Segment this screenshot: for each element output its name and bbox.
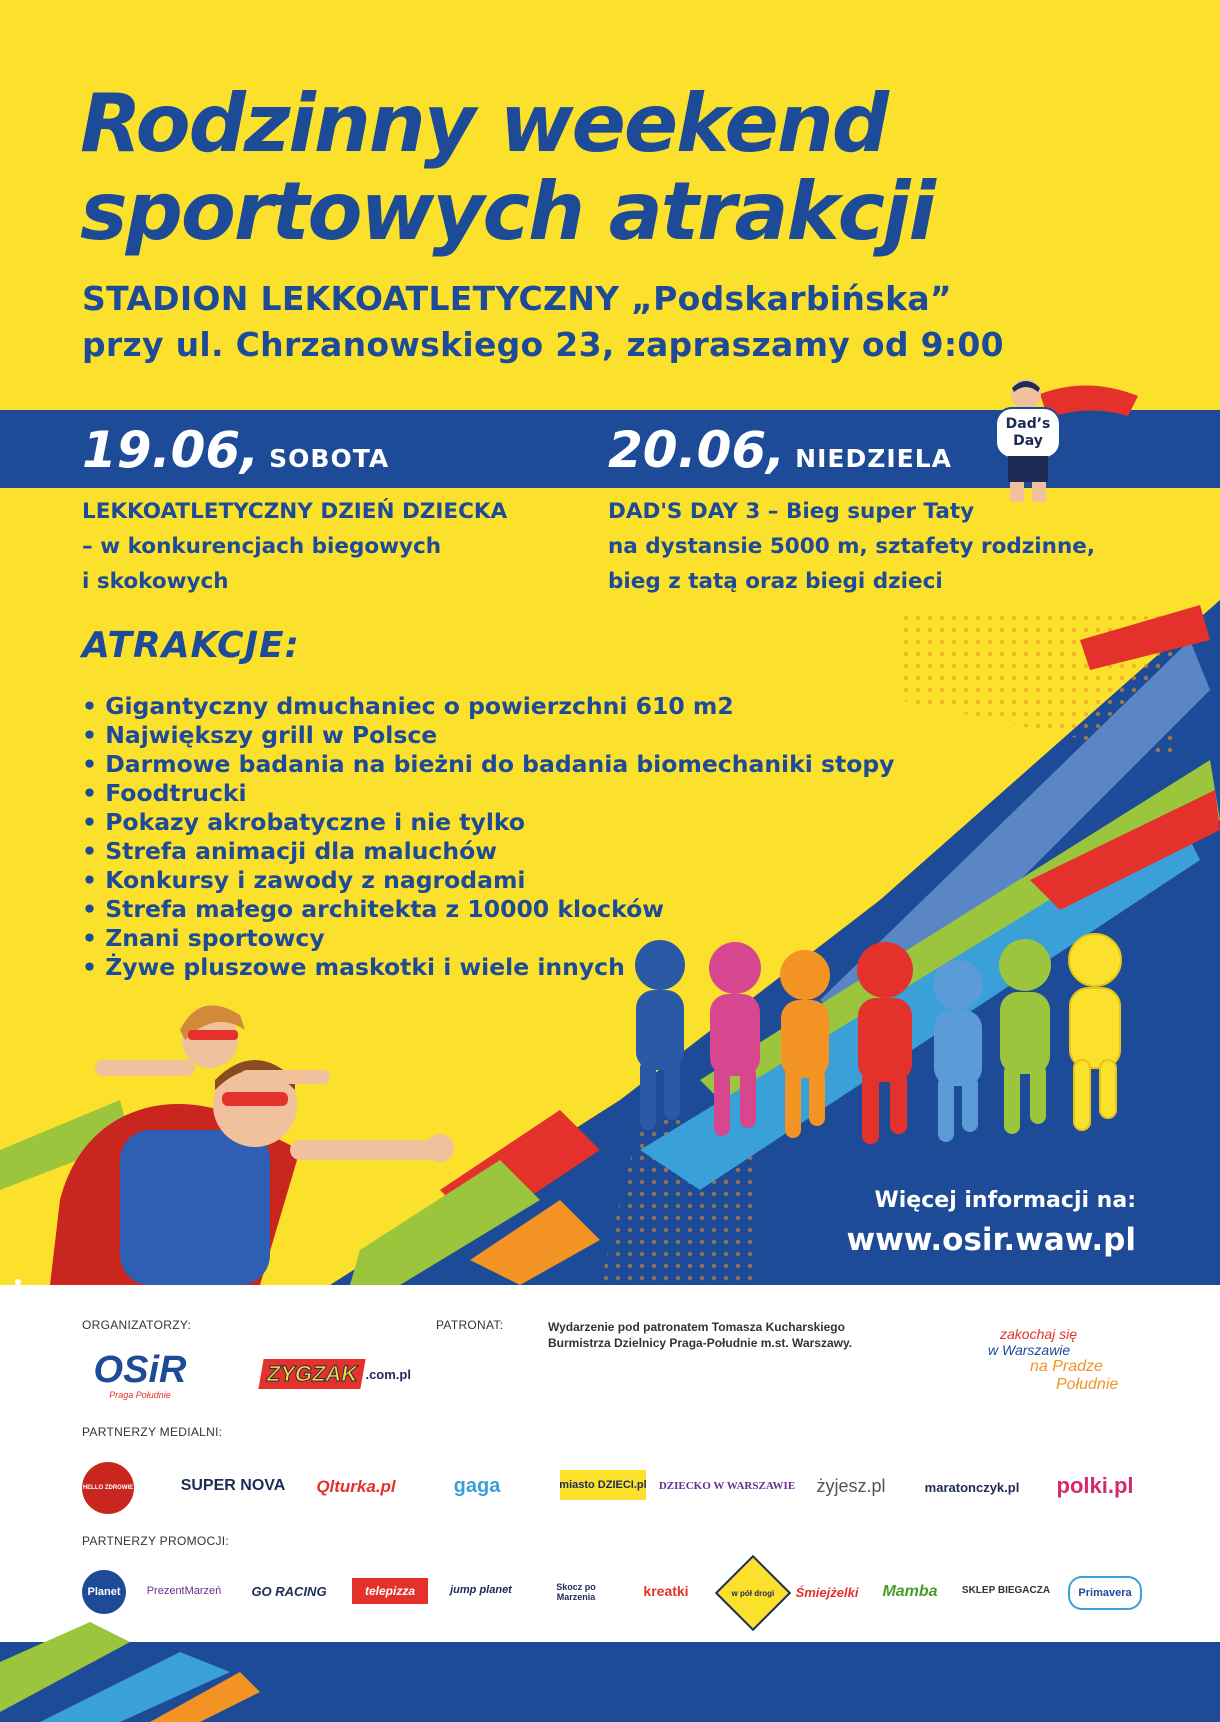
promo-partner-logo: kreatki: [643, 1583, 689, 1599]
day-1-date: [82, 418, 389, 491]
venue-line-2: przy ul. Chrzanowskiego 23, zapraszamy od 9:00: [82, 325, 1004, 364]
district-logo-line: zakochaj się: [1000, 1326, 1078, 1342]
patronat-text-line: Wydarzenie pod patronatem Tomasza Kucharskiego: [548, 1320, 845, 1334]
zygzak-logo-text: ZYGZAK: [258, 1359, 366, 1389]
attraction-item: • Strefa animacji dla maluchów: [82, 837, 894, 866]
day-1-desc-line: i skokowych: [82, 569, 229, 594]
organizers-label: ORGANIZATORZY:: [82, 1318, 192, 1332]
more-info: [846, 1184, 1136, 1262]
zygzak-logo: [258, 1352, 414, 1396]
praga-poludnie-logo: [960, 1302, 1140, 1418]
day-1-weekday: SOBOTA: [269, 444, 390, 473]
promo-partner-logo: Primavera: [1068, 1576, 1142, 1610]
attraction-item: • Foodtrucki: [82, 779, 894, 808]
attractions-list: [82, 692, 894, 982]
day-1-desc-line: LEKKOATLETYCZNY DZIEŃ DZIECKA: [82, 499, 508, 524]
day-2-desc-line: bieg z tatą oraz biegi dzieci: [608, 569, 943, 594]
more-info-label: Więcej informacji na:: [874, 1188, 1136, 1213]
day-2-description: [608, 494, 1095, 599]
patronat-text: [548, 1319, 852, 1351]
osir-logo: [80, 1346, 200, 1404]
promo-partner-logo: SKLEP BIEGACZA: [961, 1584, 1051, 1596]
promo-partner-logo: GO RACING: [251, 1583, 327, 1599]
promo-partner-logo: Śmiejżelki: [795, 1584, 859, 1600]
more-info-url[interactable]: www.osir.waw.pl: [846, 1222, 1136, 1258]
media-partners-label: PARTNERZY MEDIALNI:: [82, 1425, 223, 1439]
media-partner-logo: SUPER NOVA: [180, 1477, 286, 1494]
promo-partner-logo: telepizza: [352, 1578, 428, 1604]
district-logo-line: Południe: [1056, 1376, 1119, 1393]
media-partner-logo: Qlturka.pl: [316, 1477, 396, 1496]
day-1-description: [82, 494, 507, 599]
attraction-item: • Konkursy i zawody z nagrodami: [82, 866, 894, 895]
media-partner-logo: HELLO ZDROWIE: [82, 1462, 134, 1514]
attraction-item: • Darmowe badania na bieżni do badania biomechaniki stopy: [82, 750, 894, 779]
attraction-item: • Największy grill w Polsce: [82, 721, 894, 750]
attraction-item: • Pokazy akrobatyczne i nie tylko: [82, 808, 894, 837]
zygzak-logo-suffix: .com.pl: [365, 1366, 411, 1382]
day-2-date: [608, 418, 952, 491]
promo-partner-logo: Mamba: [882, 1583, 938, 1600]
dads-badge-line-2: Day: [1013, 433, 1043, 449]
promo-partner-logo: Skocz po Marzenia: [556, 1582, 596, 1602]
venue-info: [82, 276, 1004, 368]
attraction-item: • Żywe pluszowe maskotki i wiele innych: [82, 953, 894, 982]
day-1-date-text: 19.06,: [82, 421, 260, 479]
promo-partners-label: PARTNERZY PROMOCJI:: [82, 1534, 230, 1548]
footer-paint-strip: [0, 1622, 1220, 1722]
patronat-text-line: Burmistrza Dzielnicy Praga-Południe m.st. Warszawy.: [548, 1336, 853, 1350]
promo-partner-logo: Planet: [82, 1570, 126, 1614]
promo-partner-logo: PrezentMarzeń: [146, 1585, 222, 1597]
media-partner-logo: maratonczyk.pl: [924, 1479, 1020, 1495]
venue-line-1: STADION LEKKOATLETYCZNY „Podskarbińska”: [82, 279, 952, 318]
attraction-item: • Znani sportowcy: [82, 924, 894, 953]
attraction-item: • Gigantyczny dmuchaniec o powierzchni 610 m2: [82, 692, 894, 721]
osir-logo-sub: Praga Południe: [109, 1390, 171, 1400]
day-1-desc-line: – w konkurencjach biegowych: [82, 534, 442, 559]
poster-title: [80, 77, 934, 258]
day-2-desc-line: DAD'S DAY 3 – Bieg super Taty: [608, 499, 975, 524]
district-logo-line: w Warszawie: [988, 1342, 1071, 1358]
osir-logo-text: OSiR: [93, 1349, 187, 1391]
title-line-2: sportowych atrakcji: [80, 165, 934, 258]
title-line-1: Rodzinny weekend: [80, 77, 887, 170]
promo-partner-logo: jump planet: [450, 1584, 512, 1596]
day-2-date-text: 20.06,: [608, 421, 786, 479]
promo-partner-logo-text: w pół drogi: [731, 1588, 775, 1598]
district-logo-line: na Pradze: [1030, 1358, 1103, 1375]
day-2-desc-line: na dystansie 5000 m, sztafety rodzinne,: [608, 534, 1096, 559]
media-partner-logo: DZIECKO W WARSZAWIE: [658, 1480, 796, 1492]
patronat-label: PATRONAT:: [436, 1318, 504, 1332]
attractions-heading: ATRAKCJE:: [82, 625, 300, 666]
dads-badge-line-1: Dad’s: [1005, 416, 1051, 432]
media-partner-logo: miasto DZIECI.pl: [560, 1470, 646, 1500]
media-partner-logo: polki.pl: [1056, 1473, 1134, 1498]
media-partner-logo: żyjesz.pl: [816, 1475, 886, 1496]
dads-day-mascot: [978, 376, 1138, 504]
media-partner-logo: gaga: [453, 1474, 501, 1497]
attraction-item: • Strefa małego architekta z 10000 klocków: [82, 895, 894, 924]
day-2-weekday: NIEDZIELA: [795, 444, 952, 473]
